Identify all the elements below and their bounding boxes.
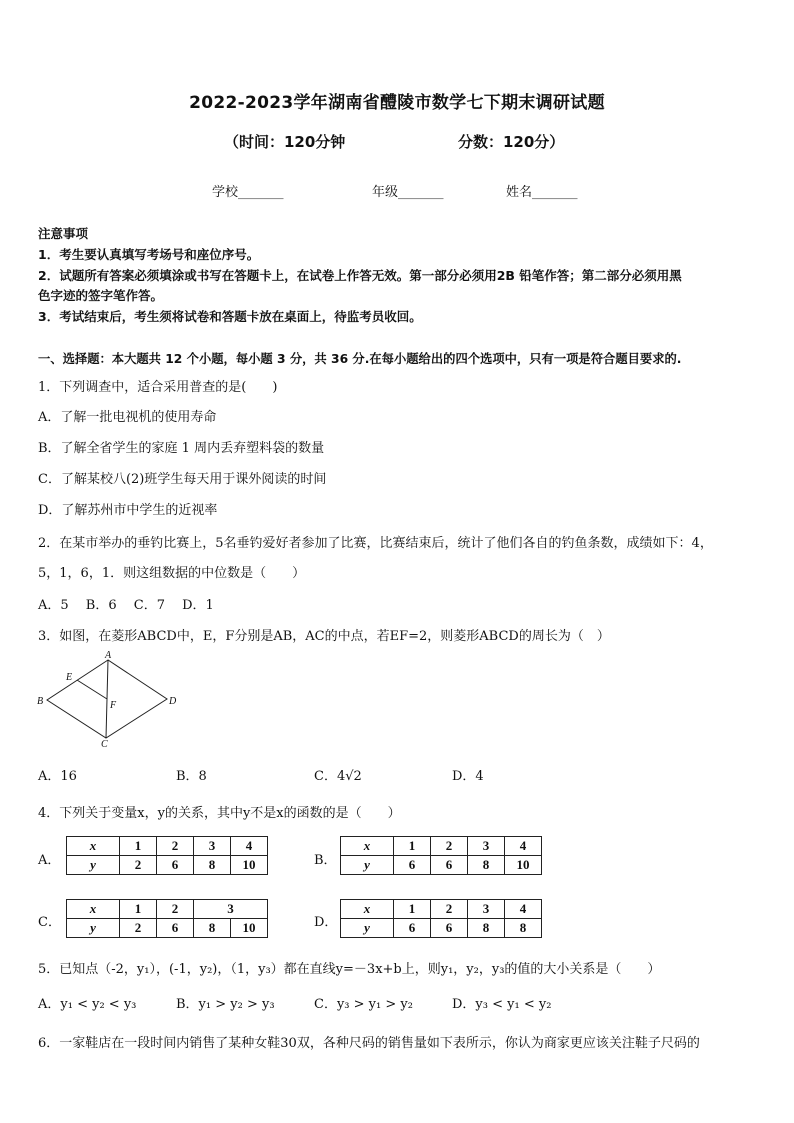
label-c: C	[101, 739, 108, 748]
school-field: 学校_______	[212, 185, 284, 200]
q5-option-b: B．y₁ > y₂ > y₃	[176, 997, 275, 1012]
q5-option-d: D．y₃ < y₁ < y₂	[452, 997, 552, 1012]
q4-label-d: D．	[314, 915, 338, 930]
q1-option-b: B．了解全省学生的家庭 1 周内丢弃塑料袋的数量	[38, 441, 325, 456]
notice-item: 2．试题所有答案必须填涂或书写在答题卡上，在试卷上作答无效。第一部分必须用2B 铅笔作答；第二部分必须用黑	[38, 268, 682, 283]
label-d: D	[169, 696, 177, 707]
q5-stem: 5．已知点（-2，y₁），(-1，y₂)，（1，y₃）都在直线y=－3x+b上，则y₁，y₂，y₃的值的大小关系是（ ）	[38, 962, 661, 977]
q6-stem: 6．一家鞋店在一段时间内销售了某种女鞋30双，各种尺码的销售量如下表所示，你认为商家更应该关注鞋子尺码的	[38, 1036, 700, 1051]
notice-heading: 注意事项	[38, 226, 89, 241]
q3-option-d: D．4	[452, 769, 484, 784]
q1-stem: 1．下列调查中，适合采用普查的是( )	[38, 380, 278, 395]
q3-option-a: A．16	[38, 769, 77, 784]
notice-item: 3．考试结束后，考生须将试卷和答题卡放在桌面上，待监考员收回。	[38, 309, 422, 324]
q4-table-c: x 1 2 3 y 2 6 8 10	[66, 899, 268, 938]
name-field: 姓名_______	[506, 185, 578, 200]
q4-table-a: x 1 2 3 4 y 2 6 8 10	[66, 836, 268, 875]
grade-field: 年级_______	[372, 185, 444, 200]
q2-options: A．5 B．6 C．7 D．1	[38, 598, 214, 613]
exam-title: 2022-2023学年湖南省醴陵市数学七下期末调研试题	[189, 93, 605, 113]
label-a: A	[105, 650, 112, 661]
q5-option-a: A．y₁ < y₂ < y₃	[38, 997, 137, 1012]
q4-stem: 4．下列关于变量x，y的关系，其中y不是x的函数的是（ ）	[38, 806, 401, 821]
q1-option-a: A．了解一批电视机的使用寿命	[38, 410, 217, 425]
time-limit: （时间：120分钟	[224, 133, 346, 151]
q1-option-d: D．了解苏州市中学生的近视率	[38, 503, 218, 518]
total-score: 分数：120分）	[458, 133, 565, 151]
q2-stem-line1: 2．在某市举办的垂钓比赛上，5名垂钓爱好者参加了比赛，比赛结束后，统计了他们各自的钓鱼条数，成绩如下：4，	[38, 536, 713, 551]
q4-table-d: x 1 2 3 4 y 6 6 8 8	[340, 899, 542, 938]
q4-label-c: C．	[38, 915, 61, 930]
rhombus-figure	[34, 648, 184, 748]
notice-item: 1．考生要认真填写考场号和座位序号。	[38, 247, 260, 262]
q3-option-b: B．8	[176, 769, 207, 784]
q1-option-c: C．了解某校八(2)班学生每天用于课外阅读的时间	[38, 472, 327, 487]
q3-option-c: C．4√2	[314, 769, 362, 784]
q3-stem: 3．如图，在菱形ABCD中，E，F分别是AB，AC的中点，若EF=2，则菱形ABCD的周长为（ ）	[38, 629, 610, 644]
q4-table-b: x 1 2 3 4 y 6 6 8 10	[340, 836, 542, 875]
notice-item: 色字迹的签字笔作答。	[38, 288, 164, 303]
label-e: E	[66, 672, 73, 683]
label-f: F	[110, 700, 117, 711]
section-heading: 一、选择题：本大题共 12 个小题，每小题 3 分，共 36 分.在每小题给出的四个选项中，只有一项是符合题目要求的.	[38, 352, 682, 366]
q5-option-c: C．y₃ > y₁ > y₂	[314, 997, 413, 1012]
label-b: B	[37, 696, 44, 707]
q4-label-a: A．	[38, 853, 61, 868]
q4-label-b: B．	[314, 853, 337, 868]
q2-stem-line2: 5，1，6，1．则这组数据的中位数是（ ）	[38, 566, 306, 581]
